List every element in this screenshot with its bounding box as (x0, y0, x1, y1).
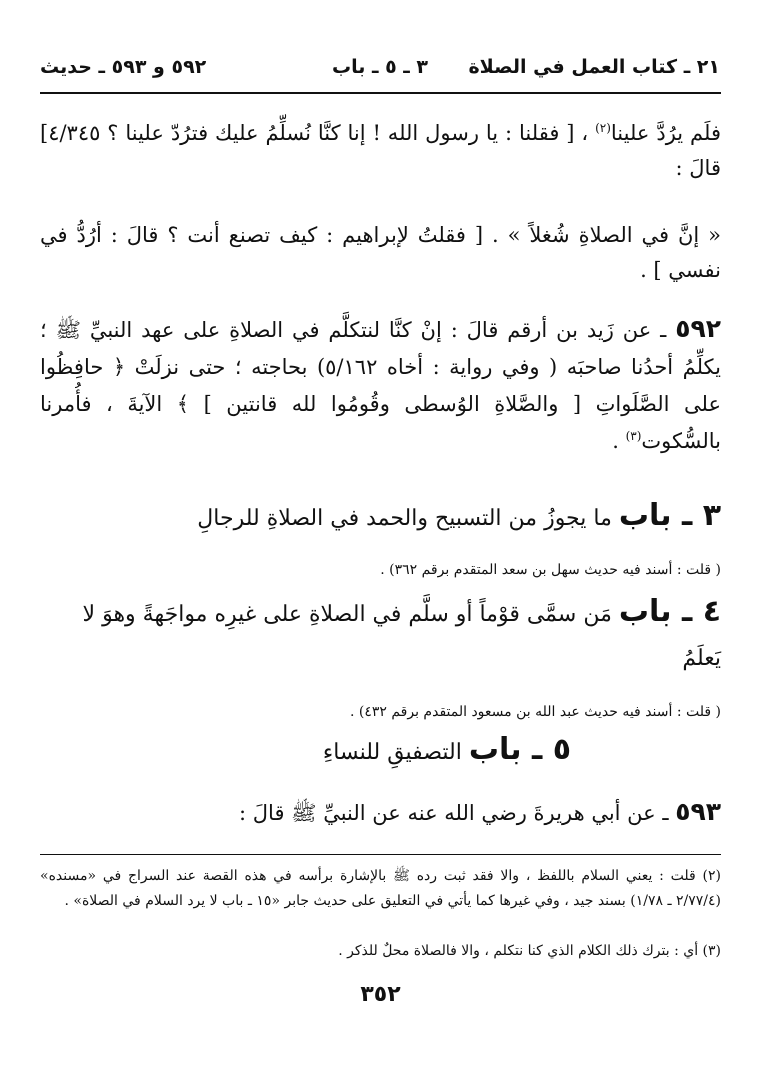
footnote-divider (40, 854, 721, 855)
text-segment: . (612, 429, 619, 453)
note-text: ( قلت : أسند فيه حديث سهل بن سعد المتقدم برقم ٣٦٢) . (380, 562, 721, 578)
chapter-heading-3 (40, 494, 721, 541)
hadith-592 (40, 310, 721, 460)
paragraph-quote (40, 218, 721, 288)
header-hadith-range: ٥٩٢ و ٥٩٣ ـ حديث (40, 56, 207, 78)
chapter-number: ٥ ـ باب (468, 732, 571, 767)
text-segment: فلَم يرُدَّ علينا (610, 121, 721, 145)
chapter-heading-4 (40, 590, 721, 681)
chapter-heading-5 (323, 728, 571, 775)
editor-note (40, 702, 721, 722)
hadith-number: ٥٩٣ (675, 797, 721, 826)
chapter-number: ٣ ـ باب (618, 498, 721, 533)
hadith-text: ـ عن زَيد بن أرقم قالَ : إنْ كنَّا لنتكلَّم في الصلاةِ على عهد النبيِّ ﷺ ؛ يكلِّمُ أحدُنا صاحبَه ( وفي رواية : أخاه ٥/١٦٢) بحاجته ؛ حتى نزلَتْ ﴿ حافِظُوا على الصَّلَواتِ [ والصَّلاةِ الوُسطى وقُومُوا لله قانتين ] ﴾ الآيةَ ، فأُمرنا بالسُّكوت (40, 318, 721, 453)
footnote-3 (40, 939, 721, 964)
page-number: ٣٥٢ (360, 982, 401, 1007)
header-divider (40, 92, 721, 94)
running-header (40, 52, 720, 88)
editor-note (40, 560, 721, 580)
note-text: ( قلت : أسند فيه حديث عبد الله بن مسعود المتقدم برقم ٤٣٢) . (349, 704, 721, 720)
footnote-2 (40, 864, 721, 914)
text-segment: « إنَّ في الصلاةِ شُغلاً » . [ فقلتُ لإبراهيم : كيف تصنع أنت ؟ قالَ : أرُدُّ في نفسي ] . (40, 223, 721, 282)
footnote-text: (٣) أي : بترك ذلك الكلام الذي كنا نتكلم ، والا فالصلاة محلٌ للذكر . (338, 943, 721, 959)
hadith-593 (40, 794, 721, 831)
chapter-title: التصفيقِ للنساءِ (322, 740, 462, 765)
header-book-title: ٢١ ـ كتاب العمل في الصلاة (468, 56, 720, 78)
chapter-number: ٤ ـ باب (618, 594, 721, 629)
footnote-ref: (٢) (595, 121, 611, 135)
text-segment: ، [ فقلنا : يا رسول الله ! إنا كنَّا نُسلِّمُ عليك فترُدّ علينا ؟ ٤/٣٤٥] قالَ : (40, 121, 721, 180)
paragraph-continuation (40, 116, 721, 186)
footnote-text: (٢) قلت : يعني السلام باللفظ ، والا فقد ثبت رده ﷺ بالإشارة برأسه في هذه القصة عند السراج في «مسنده» (٢/٧٧/٤ ـ ١/٧٨) بسند جيد ، وفي غيرها كما يأتي في التعليق على حديث جابر «١٥ ـ باب لا يرد السلام في الصلاة» . (40, 868, 721, 909)
footnote-ref: (٣) (625, 429, 642, 443)
hadith-text: ـ عن أبي هريرةَ رضي الله عنه عن النبيِّ ﷺ قالَ : (239, 801, 669, 825)
chapter-title: مَن سمَّى قوْماً أو سلَّم في الصلاةِ على غيرِه مواجَهةً وهوَ لا يَعلَمُ (82, 602, 721, 671)
header-chapter: ٣ ـ ٥ ـ باب (331, 56, 429, 78)
hadith-number: ٥٩٢ (675, 314, 721, 343)
chapter-title: ما يجوزُ من التسبيح والحمد في الصلاةِ للرجالِ (197, 506, 612, 531)
